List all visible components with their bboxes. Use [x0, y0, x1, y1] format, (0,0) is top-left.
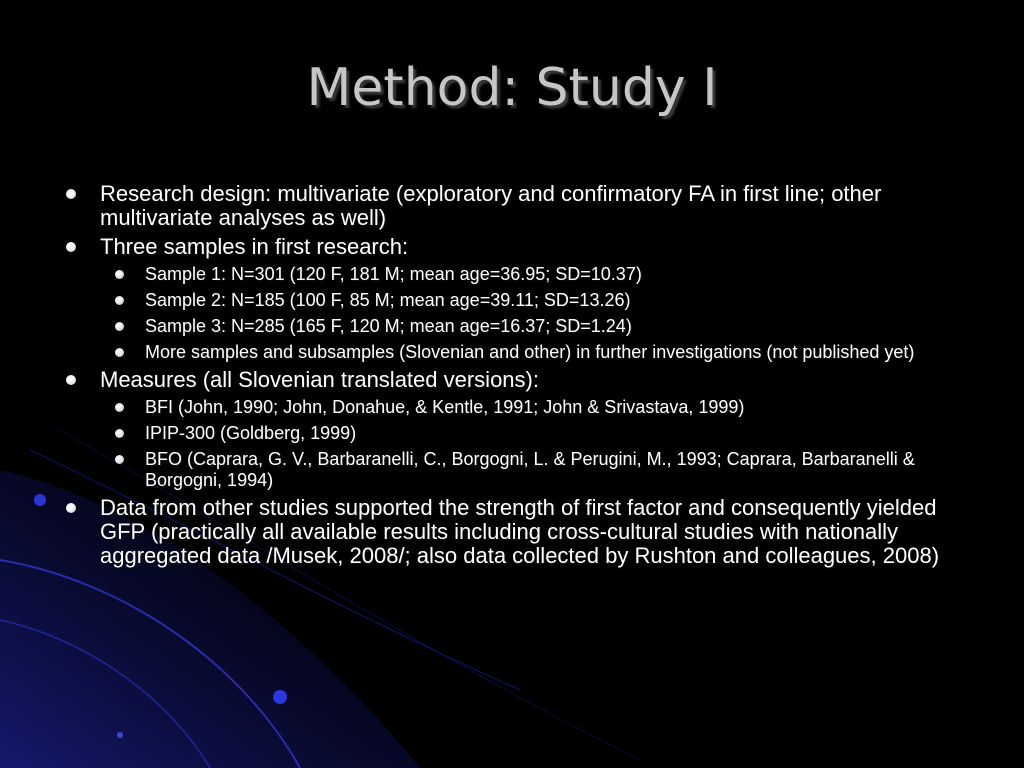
bullet-dot-icon: [66, 503, 76, 513]
sub-bullet-bfo: [60, 449, 960, 491]
bullet-text: Measures (all Slovenian translated versions):: [100, 367, 539, 392]
sub-bullet-text: Sample 1: N=301 (120 F, 181 M; mean age=36.95; SD=10.37): [145, 264, 642, 284]
bullet-text: Data from other studies supported the strength of first factor and consequently yielded GFP (practically all available results including cross-cultural studies with nationally aggregated data /Musek, 2008/; also data collected by Rushton and colleagues, 2008): [100, 495, 940, 568]
sub-bullet-sample-3: [60, 316, 960, 337]
sub-bullet-more-samples: [60, 342, 960, 363]
bullet-dot-icon: [66, 189, 76, 199]
bullet-dot-icon: [66, 242, 76, 252]
sub-bullet-text: Sample 2: N=185 (100 F, 85 M; mean age=39.11; SD=13.26): [145, 290, 631, 310]
sub-bullet-dot-icon: [115, 403, 124, 412]
sub-bullet-sample-2: [60, 290, 960, 311]
sub-bullet-text: IPIP-300 (Goldberg, 1999): [145, 423, 357, 443]
sub-bullet-dot-icon: [115, 270, 124, 279]
bullet-text: Research design: multivariate (exploratory and confirmatory FA in first line; other multivariate analyses as well): [100, 181, 882, 230]
sub-bullet-dot-icon: [115, 429, 124, 438]
bullet-text: Three samples in first research:: [100, 234, 409, 259]
sub-bullet-dot-icon: [115, 322, 124, 331]
bullet-three-samples: [60, 235, 960, 259]
sub-bullet-sample-1: [60, 264, 960, 285]
bullet-list: [60, 182, 960, 573]
sub-bullet-dot-icon: [115, 455, 124, 464]
sub-bullet-text: More samples and subsamples (Slovenian and other) in further investigations (not published yet): [145, 342, 915, 362]
sub-bullet-text: BFO (Caprara, G. V., Barbaranelli, C., Borgogni, L. & Perugini, M., 1993; Caprara, Barbaranelli & Borgogni, 1994): [145, 449, 915, 490]
bullet-measures: [60, 368, 960, 392]
bullet-data-other-studies: [60, 496, 960, 568]
sub-bullet-bfi: [60, 397, 960, 418]
sub-bullet-dot-icon: [115, 348, 124, 357]
bullet-dot-icon: [66, 375, 76, 385]
bullet-research-design: [60, 182, 960, 230]
sub-bullet-ipip: [60, 423, 960, 444]
sub-bullet-text: Sample 3: N=285 (165 F, 120 M; mean age=16.37; SD=1.24): [145, 316, 632, 336]
slide-title: Method: Study I: [306, 58, 718, 118]
sub-bullet-text: BFI (John, 1990; John, Donahue, & Kentle, 1991; John & Srivastava, 1999): [145, 397, 745, 417]
sub-bullet-dot-icon: [115, 296, 124, 305]
